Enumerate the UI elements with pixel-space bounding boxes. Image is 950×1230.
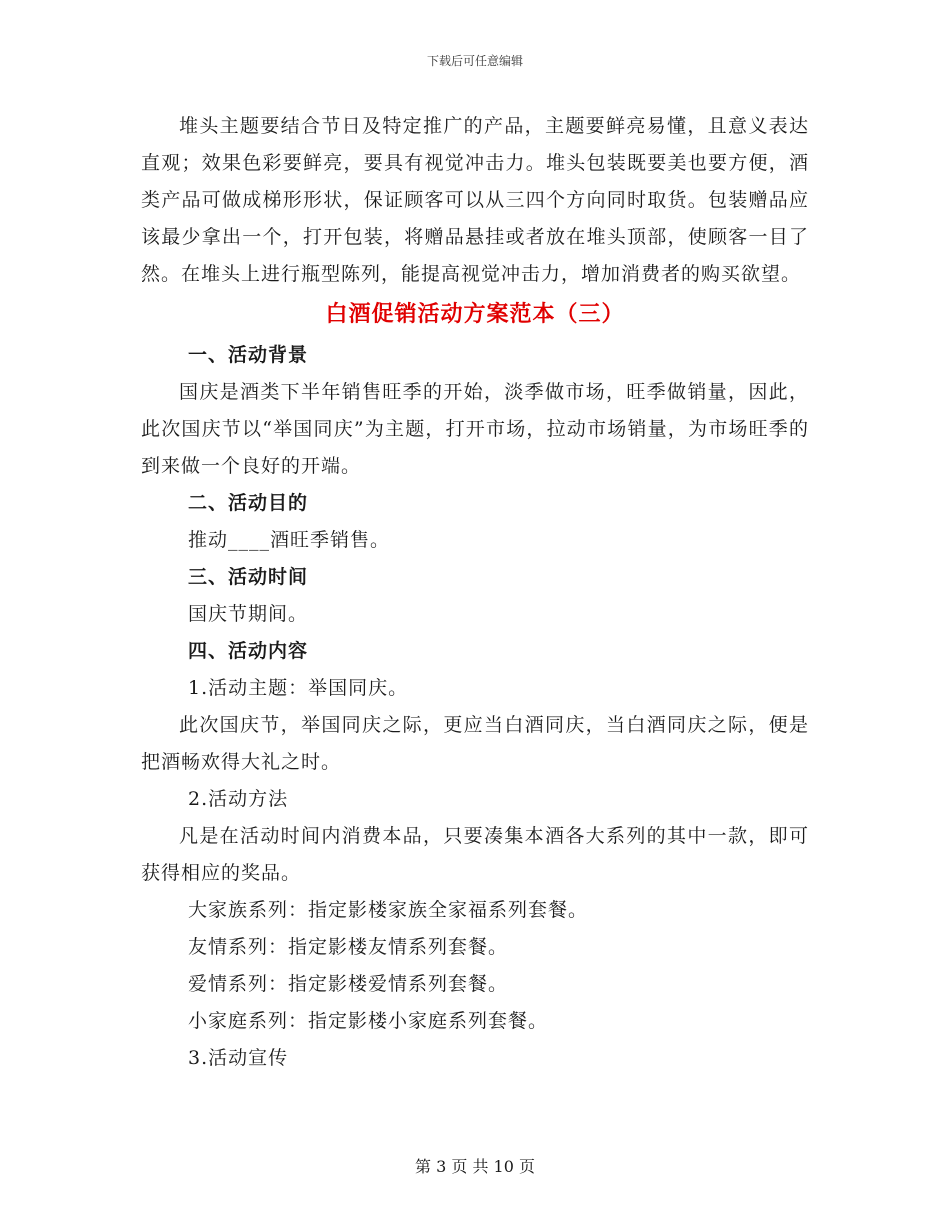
background-paragraph: 国庆是酒类下半年销售旺季的开始，淡季做市场，旺季做销量，因此，此次国庆节以“举国同庆”为主题，打开市场，拉动市场销量，为市场旺季的到来做一个良好的开端。: [141, 381, 809, 477]
content-item-method: 2.活动方法: [188, 788, 289, 810]
method-paragraph: 凡是在活动时间内消费本品，只要凑集本酒各大系列的其中一款，即可获得相应的奖品。: [141, 825, 809, 884]
intro-paragraph: 堆头主题要结合节日及特定推广的产品，主题要鲜亮易懂，且意义表达直观；效果色彩要鲜亮，要具有视觉冲击力。堆头包装既要美也要方便，酒类产品可做成梯形形状，保证顾客可以从三四个方向同时取货。包装赠品应该最少拿出一个，打开包装，将赠品悬挂或者放在堆头顶部，使顾客一目了然。在堆头上进行瓶型陈列，能提高视觉冲击力，增加消费者的购买欲望。: [141, 115, 809, 285]
series-item: 友情系列：指定影楼友情系列套餐。: [188, 936, 509, 958]
content-item-promotion: 3.活动宣传: [188, 1047, 289, 1069]
series-item: 大家族系列：指定影楼家族全家福系列套餐。: [188, 899, 589, 921]
theme-paragraph: 此次国庆节，举国同庆之际，更应当白酒同庆，当白酒同庆之际，便是把酒畅欢得大礼之时。: [141, 714, 809, 773]
content-item-theme: 1.活动主题：举国同庆。: [188, 677, 409, 699]
section-title: 白酒促销活动方案范本（三）: [325, 302, 625, 327]
page-footer: 第 3 页 共 10 页: [415, 1157, 535, 1176]
series-item: 小家庭系列：指定影楼小家庭系列套餐。: [188, 1010, 549, 1032]
time-text: 国庆节期间。: [188, 603, 309, 625]
heading-activity-content: 四、活动内容: [188, 640, 309, 662]
page-header: 下载后可任意编辑: [426, 54, 523, 68]
heading-activity-purpose: 二、活动目的: [188, 492, 309, 514]
series-item: 爱情系列：指定影楼爱情系列套餐。: [188, 973, 509, 995]
purpose-text: 推动____酒旺季销售。: [188, 529, 391, 551]
document-body: [141, 108, 809, 1077]
heading-activity-time: 三、活动时间: [188, 566, 309, 588]
heading-activity-background: 一、活动背景: [188, 344, 309, 366]
